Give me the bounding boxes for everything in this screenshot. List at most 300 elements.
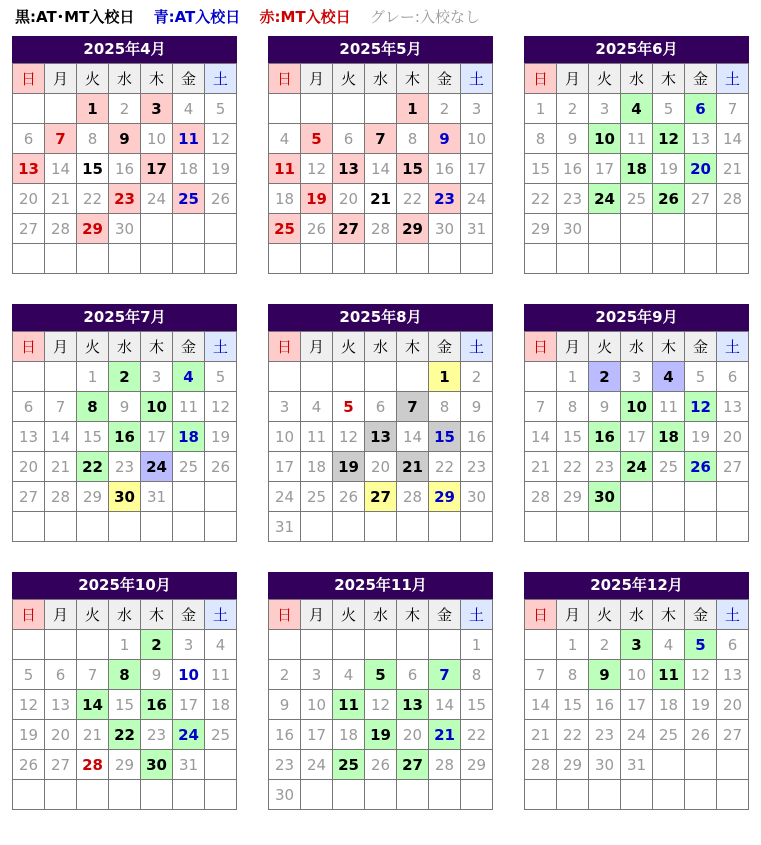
empty-cell [141, 512, 173, 542]
day-cell: 31 [173, 750, 205, 780]
empty-cell [333, 512, 365, 542]
day-cell: 17 [621, 690, 653, 720]
day-cell: 10 [173, 660, 205, 690]
day-cell: 18 [301, 452, 333, 482]
calendar-grid [12, 36, 749, 810]
day-cell: 14 [77, 690, 109, 720]
empty-cell [45, 780, 77, 810]
empty-cell [397, 630, 429, 660]
day-cell: 19 [365, 720, 397, 750]
day-cell: 10 [141, 392, 173, 422]
day-cell: 2 [461, 362, 493, 392]
empty-cell [77, 630, 109, 660]
day-cell: 21 [45, 184, 77, 214]
weekday-header: 金 [685, 332, 717, 362]
month-calendar [12, 304, 237, 542]
day-cell: 13 [13, 154, 45, 184]
day-cell: 14 [525, 422, 557, 452]
day-cell: 24 [589, 184, 621, 214]
weekday-header: 水 [109, 600, 141, 630]
empty-cell [717, 750, 749, 780]
legend-at: 青:AT入校日 [153, 8, 241, 26]
day-cell: 19 [301, 184, 333, 214]
day-cell: 30 [109, 482, 141, 512]
empty-cell [653, 780, 685, 810]
day-cell: 21 [429, 720, 461, 750]
legend-at-mt: 黒:AT･MT入校日 [15, 8, 135, 26]
day-cell: 10 [301, 690, 333, 720]
weekday-header: 日 [525, 332, 557, 362]
day-cell: 4 [173, 94, 205, 124]
day-cell: 26 [653, 184, 685, 214]
month-title: 2025年10月 [12, 572, 237, 599]
weekday-header: 金 [173, 332, 205, 362]
day-cell: 13 [717, 392, 749, 422]
day-cell: 8 [525, 124, 557, 154]
day-cell: 29 [109, 750, 141, 780]
day-cell: 16 [141, 690, 173, 720]
day-cell: 12 [205, 124, 237, 154]
day-cell: 27 [365, 482, 397, 512]
day-cell: 9 [269, 690, 301, 720]
empty-cell [173, 512, 205, 542]
empty-cell [589, 214, 621, 244]
day-cell: 30 [269, 780, 301, 810]
day-cell: 27 [717, 720, 749, 750]
weekday-header: 火 [77, 64, 109, 94]
empty-cell [45, 362, 77, 392]
day-table [524, 331, 749, 542]
day-cell: 30 [429, 214, 461, 244]
day-cell: 20 [685, 154, 717, 184]
day-cell: 4 [173, 362, 205, 392]
day-cell: 31 [621, 750, 653, 780]
day-cell: 4 [333, 660, 365, 690]
month-title: 2025年5月 [268, 36, 493, 63]
day-cell: 29 [77, 214, 109, 244]
weekday-header: 月 [301, 64, 333, 94]
empty-cell [45, 94, 77, 124]
day-cell: 15 [77, 422, 109, 452]
empty-cell [333, 94, 365, 124]
empty-cell [653, 512, 685, 542]
day-cell: 5 [333, 392, 365, 422]
day-cell: 13 [333, 154, 365, 184]
weekday-header: 火 [589, 64, 621, 94]
weekday-header: 土 [717, 600, 749, 630]
day-cell: 12 [13, 690, 45, 720]
day-cell: 26 [205, 184, 237, 214]
day-cell: 25 [269, 214, 301, 244]
day-cell: 18 [653, 690, 685, 720]
empty-cell [109, 780, 141, 810]
day-cell: 17 [173, 690, 205, 720]
day-cell: 9 [429, 124, 461, 154]
month-calendar [268, 36, 493, 274]
empty-cell [653, 750, 685, 780]
weekday-header: 日 [525, 600, 557, 630]
day-cell: 28 [429, 750, 461, 780]
empty-cell [333, 780, 365, 810]
day-cell: 19 [333, 452, 365, 482]
empty-cell [205, 780, 237, 810]
empty-cell [685, 780, 717, 810]
day-cell: 16 [429, 154, 461, 184]
weekday-header: 土 [461, 332, 493, 362]
empty-cell [173, 482, 205, 512]
day-cell: 8 [557, 392, 589, 422]
day-cell: 16 [109, 154, 141, 184]
day-cell: 4 [269, 124, 301, 154]
day-cell: 28 [77, 750, 109, 780]
month-title: 2025年8月 [268, 304, 493, 331]
day-cell: 14 [717, 124, 749, 154]
day-cell: 5 [365, 660, 397, 690]
day-cell: 13 [397, 690, 429, 720]
day-table [268, 599, 493, 810]
weekday-header: 木 [397, 600, 429, 630]
empty-cell [429, 630, 461, 660]
day-cell: 15 [557, 690, 589, 720]
day-table [12, 331, 237, 542]
empty-cell [621, 512, 653, 542]
day-cell: 13 [45, 690, 77, 720]
empty-cell [685, 512, 717, 542]
empty-cell [621, 482, 653, 512]
day-cell: 7 [397, 392, 429, 422]
day-cell: 24 [301, 750, 333, 780]
day-cell: 29 [557, 482, 589, 512]
day-cell: 8 [77, 124, 109, 154]
day-cell: 12 [685, 660, 717, 690]
weekday-header: 木 [653, 600, 685, 630]
empty-cell [621, 214, 653, 244]
day-cell: 9 [557, 124, 589, 154]
day-cell: 9 [461, 392, 493, 422]
day-cell: 1 [557, 630, 589, 660]
day-cell: 3 [461, 94, 493, 124]
day-cell: 14 [365, 154, 397, 184]
day-cell: 17 [589, 154, 621, 184]
day-cell: 6 [717, 362, 749, 392]
day-cell: 29 [429, 482, 461, 512]
empty-cell [141, 244, 173, 274]
empty-cell [653, 244, 685, 274]
day-cell: 28 [397, 482, 429, 512]
day-cell: 25 [301, 482, 333, 512]
day-cell: 31 [461, 214, 493, 244]
weekday-header: 金 [173, 64, 205, 94]
day-cell: 17 [301, 720, 333, 750]
empty-cell [397, 362, 429, 392]
day-cell: 16 [269, 720, 301, 750]
empty-cell [333, 244, 365, 274]
day-cell: 28 [525, 482, 557, 512]
day-cell: 2 [429, 94, 461, 124]
weekday-header: 土 [717, 332, 749, 362]
day-cell: 1 [77, 362, 109, 392]
weekday-header: 木 [141, 332, 173, 362]
day-cell: 18 [173, 422, 205, 452]
day-cell: 22 [461, 720, 493, 750]
weekday-header: 土 [461, 600, 493, 630]
day-cell: 30 [109, 214, 141, 244]
day-cell: 24 [173, 720, 205, 750]
empty-cell [685, 244, 717, 274]
day-cell: 15 [109, 690, 141, 720]
day-cell: 6 [333, 124, 365, 154]
weekday-header: 木 [141, 64, 173, 94]
day-cell: 4 [653, 362, 685, 392]
empty-cell [301, 244, 333, 274]
day-cell: 20 [13, 452, 45, 482]
day-cell: 10 [141, 124, 173, 154]
day-cell: 23 [269, 750, 301, 780]
weekday-header: 金 [685, 600, 717, 630]
weekday-header: 月 [45, 64, 77, 94]
empty-cell [717, 214, 749, 244]
day-cell: 29 [557, 750, 589, 780]
day-cell: 2 [109, 362, 141, 392]
empty-cell [205, 750, 237, 780]
day-cell: 20 [333, 184, 365, 214]
weekday-header: 水 [621, 64, 653, 94]
day-cell: 20 [365, 452, 397, 482]
month-calendar [12, 36, 237, 274]
day-cell: 14 [429, 690, 461, 720]
weekday-header: 火 [333, 64, 365, 94]
day-cell: 1 [77, 94, 109, 124]
day-cell: 18 [173, 154, 205, 184]
empty-cell [173, 780, 205, 810]
day-cell: 19 [685, 690, 717, 720]
day-cell: 18 [333, 720, 365, 750]
empty-cell [301, 512, 333, 542]
day-cell: 20 [717, 690, 749, 720]
day-cell: 24 [621, 720, 653, 750]
legend-mt: 赤:MT入校日 [259, 8, 351, 26]
day-cell: 29 [461, 750, 493, 780]
day-cell: 21 [77, 720, 109, 750]
empty-cell [77, 244, 109, 274]
day-cell: 10 [621, 392, 653, 422]
month-calendar [524, 304, 749, 542]
day-cell: 20 [45, 720, 77, 750]
empty-cell [301, 780, 333, 810]
day-cell: 23 [461, 452, 493, 482]
empty-cell [205, 482, 237, 512]
empty-cell [365, 512, 397, 542]
day-cell: 11 [173, 124, 205, 154]
empty-cell [77, 512, 109, 542]
day-cell: 23 [557, 184, 589, 214]
month-calendar [268, 572, 493, 810]
day-cell: 11 [653, 660, 685, 690]
empty-cell [365, 630, 397, 660]
empty-cell [109, 244, 141, 274]
day-cell: 21 [45, 452, 77, 482]
day-cell: 12 [653, 124, 685, 154]
day-cell: 19 [13, 720, 45, 750]
empty-cell [397, 244, 429, 274]
day-cell: 7 [525, 660, 557, 690]
day-cell: 8 [397, 124, 429, 154]
day-cell: 9 [109, 392, 141, 422]
day-cell: 7 [365, 124, 397, 154]
day-cell: 15 [397, 154, 429, 184]
weekday-header: 金 [429, 600, 461, 630]
day-cell: 11 [205, 660, 237, 690]
weekday-header: 日 [13, 332, 45, 362]
day-cell: 14 [45, 422, 77, 452]
day-cell: 5 [301, 124, 333, 154]
day-cell: 30 [589, 750, 621, 780]
empty-cell [557, 512, 589, 542]
day-cell: 25 [653, 720, 685, 750]
weekday-header: 木 [653, 332, 685, 362]
weekday-header: 土 [205, 332, 237, 362]
day-cell: 27 [45, 750, 77, 780]
day-cell: 3 [621, 362, 653, 392]
day-cell: 26 [685, 452, 717, 482]
day-cell: 9 [589, 660, 621, 690]
day-cell: 6 [45, 660, 77, 690]
day-cell: 3 [173, 630, 205, 660]
weekday-header: 月 [301, 600, 333, 630]
day-cell: 11 [173, 392, 205, 422]
day-cell: 16 [557, 154, 589, 184]
empty-cell [685, 750, 717, 780]
empty-cell [653, 214, 685, 244]
empty-cell [525, 780, 557, 810]
day-cell: 19 [205, 154, 237, 184]
month-calendar [524, 572, 749, 810]
day-cell: 21 [397, 452, 429, 482]
empty-cell [525, 512, 557, 542]
day-cell: 12 [205, 392, 237, 422]
day-cell: 2 [589, 362, 621, 392]
day-cell: 28 [45, 482, 77, 512]
day-cell: 9 [589, 392, 621, 422]
day-cell: 25 [653, 452, 685, 482]
empty-cell [525, 362, 557, 392]
day-cell: 6 [717, 630, 749, 660]
day-cell: 7 [525, 392, 557, 422]
day-cell: 25 [333, 750, 365, 780]
day-cell: 14 [525, 690, 557, 720]
day-cell: 9 [109, 124, 141, 154]
day-cell: 13 [13, 422, 45, 452]
empty-cell [13, 780, 45, 810]
day-cell: 30 [589, 482, 621, 512]
weekday-header: 日 [269, 332, 301, 362]
empty-cell [717, 482, 749, 512]
day-cell: 28 [717, 184, 749, 214]
day-cell: 22 [525, 184, 557, 214]
day-cell: 29 [77, 482, 109, 512]
empty-cell [45, 512, 77, 542]
day-cell: 21 [717, 154, 749, 184]
day-cell: 25 [205, 720, 237, 750]
day-cell: 30 [557, 214, 589, 244]
weekday-header: 水 [365, 332, 397, 362]
day-cell: 25 [173, 184, 205, 214]
empty-cell [429, 244, 461, 274]
empty-cell [589, 244, 621, 274]
day-cell: 7 [77, 660, 109, 690]
weekday-header: 日 [269, 600, 301, 630]
day-cell: 13 [717, 660, 749, 690]
weekday-header: 月 [301, 332, 333, 362]
day-cell: 11 [269, 154, 301, 184]
day-cell: 24 [269, 482, 301, 512]
day-cell: 22 [397, 184, 429, 214]
day-cell: 26 [205, 452, 237, 482]
day-cell: 22 [429, 452, 461, 482]
day-cell: 4 [653, 630, 685, 660]
day-cell: 1 [461, 630, 493, 660]
day-cell: 24 [461, 184, 493, 214]
day-cell: 19 [653, 154, 685, 184]
day-cell: 10 [269, 422, 301, 452]
weekday-header: 火 [333, 600, 365, 630]
day-cell: 16 [589, 690, 621, 720]
day-cell: 5 [205, 362, 237, 392]
day-cell: 6 [365, 392, 397, 422]
day-cell: 7 [45, 124, 77, 154]
empty-cell [173, 214, 205, 244]
empty-cell [173, 244, 205, 274]
weekday-header: 木 [397, 332, 429, 362]
empty-cell [77, 780, 109, 810]
day-table [268, 331, 493, 542]
day-cell: 22 [109, 720, 141, 750]
empty-cell [685, 482, 717, 512]
day-cell: 29 [397, 214, 429, 244]
weekday-header: 水 [365, 600, 397, 630]
weekday-header: 火 [77, 332, 109, 362]
day-cell: 3 [301, 660, 333, 690]
weekday-header: 水 [109, 64, 141, 94]
day-cell: 18 [621, 154, 653, 184]
day-cell: 23 [589, 452, 621, 482]
day-cell: 28 [525, 750, 557, 780]
day-cell: 7 [429, 660, 461, 690]
weekday-header: 金 [429, 332, 461, 362]
day-cell: 25 [621, 184, 653, 214]
day-cell: 19 [205, 422, 237, 452]
day-cell: 1 [557, 362, 589, 392]
day-cell: 24 [141, 184, 173, 214]
day-cell: 20 [397, 720, 429, 750]
day-cell: 22 [557, 452, 589, 482]
day-cell: 2 [589, 630, 621, 660]
empty-cell [365, 94, 397, 124]
day-cell: 3 [269, 392, 301, 422]
day-cell: 2 [109, 94, 141, 124]
day-cell: 10 [461, 124, 493, 154]
weekday-header: 木 [397, 64, 429, 94]
day-cell: 11 [653, 392, 685, 422]
day-cell: 28 [365, 214, 397, 244]
day-cell: 9 [141, 660, 173, 690]
empty-cell [205, 214, 237, 244]
day-cell: 15 [525, 154, 557, 184]
weekday-header: 火 [77, 600, 109, 630]
day-cell: 27 [685, 184, 717, 214]
empty-cell [429, 780, 461, 810]
day-cell: 12 [301, 154, 333, 184]
